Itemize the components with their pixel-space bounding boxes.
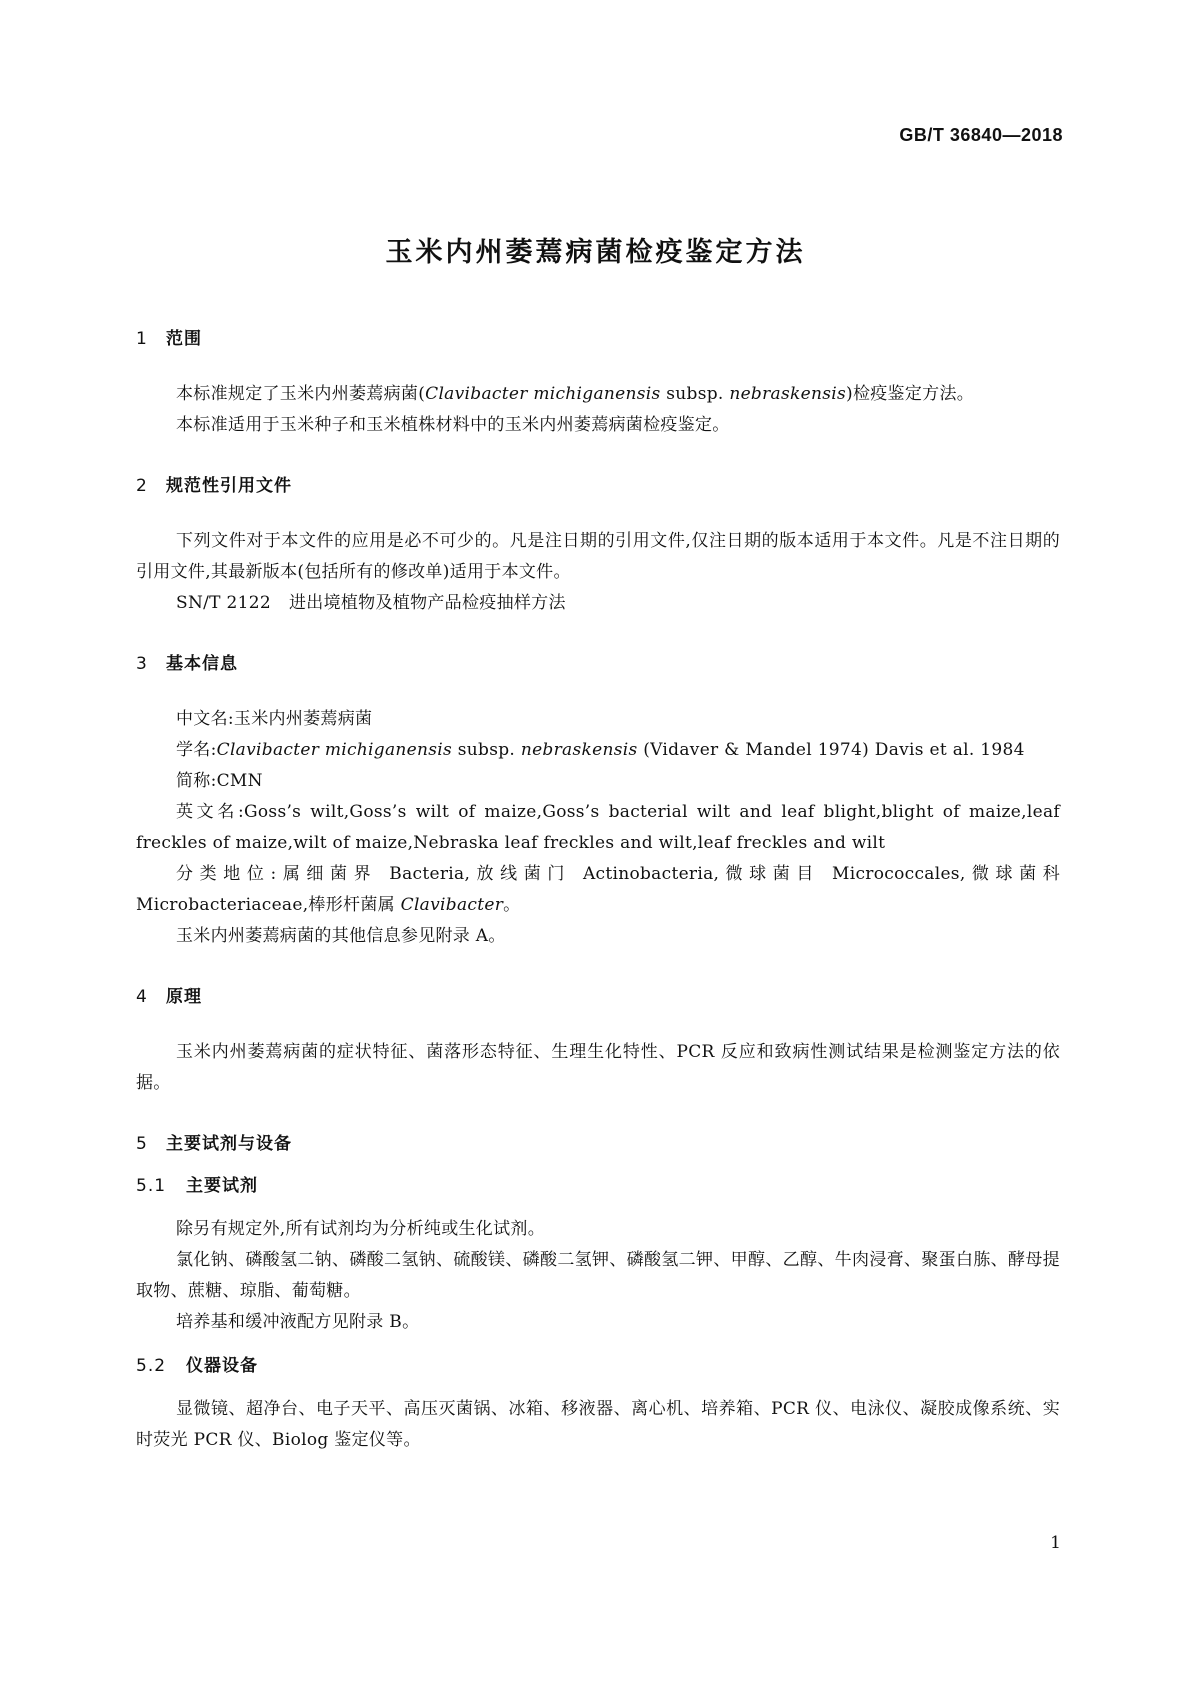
section-title: 基本信息 xyxy=(166,654,238,674)
scope-paragraph-1: 本标准规定了玉米内州萎蔫病菌(Clavibacter michiganensis subsp. nebraskensis)检疫鉴定方法。 xyxy=(176,384,975,404)
scope-paragraph-2: 本标准适用于玉米种子和玉米植株材料中的玉米内州萎蔫病菌检疫鉴定。 xyxy=(176,415,730,435)
section-number: 2 xyxy=(136,476,148,496)
taxonomy: 分类地位:属细菌界 Bacteria,放线菌门 Actinobacteria,微球菌目 Micrococcales,微球菌科 Microbacteriaceae,棒形杆菌属 Clavibacter。 xyxy=(136,864,1060,915)
section-number: 5 xyxy=(136,1134,148,1154)
section-title: 规范性引用文件 xyxy=(166,476,292,496)
section-5-2-heading xyxy=(136,1352,1060,1380)
section-title: 主要试剂 xyxy=(186,1176,258,1196)
normative-references-paragraph: 下列文件对于本文件的应用是必不可少的。凡是注日期的引用文件,仅注日期的版本适用于本文件。凡是不注日期的引用文件,其最新版本(包括所有的修改单)适用于本文件。 xyxy=(136,531,1060,582)
section-4-heading xyxy=(136,983,1060,1011)
section-3-heading xyxy=(136,650,1060,678)
reagents-paragraph-2: 氯化钠、磷酸氢二钠、磷酸二氢钠、硫酸镁、磷酸二氢钾、磷酸氢二钾、甲醇、乙醇、牛肉浸膏、聚蛋白胨、酵母提取物、蔗糖、琼脂、葡萄糖。 xyxy=(136,1250,1060,1301)
section-1-heading xyxy=(136,325,1060,353)
page-number: 1 xyxy=(1050,1533,1061,1553)
principle-paragraph: 玉米内州萎蔫病菌的症状特征、菌落形态特征、生理生化特性、PCR 反应和致病性测试结果是检测鉴定方法的依据。 xyxy=(136,1042,1060,1093)
abbreviation: 简称:CMN xyxy=(176,771,263,791)
document-title: 玉米内州萎蔫病菌检疫鉴定方法 xyxy=(385,237,806,268)
section-5-heading xyxy=(136,1130,1060,1158)
reference-title: 进出境植物及植物产品检疫抽样方法 xyxy=(288,593,566,613)
section-number: 4 xyxy=(136,987,148,1007)
scientific-name: 学名:Clavibacter michiganensis subsp. nebraskensis (Vidaver & Mandel 1974) Davis et al. 1984 xyxy=(176,740,1025,760)
section-number: 1 xyxy=(136,329,148,349)
reference-item xyxy=(136,588,1060,619)
reagents-paragraph-1: 除另有规定外,所有试剂均为分析纯或生化试剂。 xyxy=(176,1219,546,1239)
section-title: 原理 xyxy=(166,987,202,1007)
section-5-1-heading xyxy=(136,1172,1060,1200)
standard-code: GB/T 36840—2018 xyxy=(899,125,1063,145)
english-names: 英文名:Goss’s wilt,Goss’s wilt of maize,Goss’s bacterial wilt and leaf blight,blight of maize,leaf freckles of maize,wilt of maize,Nebraska leaf freckles and wilt,leaf freckles and wilt xyxy=(136,802,1060,853)
section-title: 范围 xyxy=(166,329,202,349)
document-body xyxy=(136,325,1060,1456)
reagents-paragraph-3: 培养基和缓冲液配方见附录 B。 xyxy=(176,1312,420,1332)
section-title: 主要试剂与设备 xyxy=(166,1134,292,1154)
section-title: 仪器设备 xyxy=(186,1356,258,1376)
section-number: 5.2 xyxy=(136,1356,167,1376)
reference-code: SN/T 2122 xyxy=(176,593,271,613)
equipment-paragraph: 显微镜、超净台、电子天平、高压灭菌锅、冰箱、移液器、离心机、培养箱、PCR 仪、电泳仪、凝胶成像系统、实时荧光 PCR 仪、Biolog 鉴定仪等。 xyxy=(136,1399,1060,1450)
section-2-heading xyxy=(136,472,1060,500)
section-number: 3 xyxy=(136,654,148,674)
other-info: 玉米内州萎蔫病菌的其他信息参见附录 A。 xyxy=(176,926,506,946)
section-number: 5.1 xyxy=(136,1176,167,1196)
chinese-name: 中文名:玉米内州萎蔫病菌 xyxy=(176,709,373,729)
